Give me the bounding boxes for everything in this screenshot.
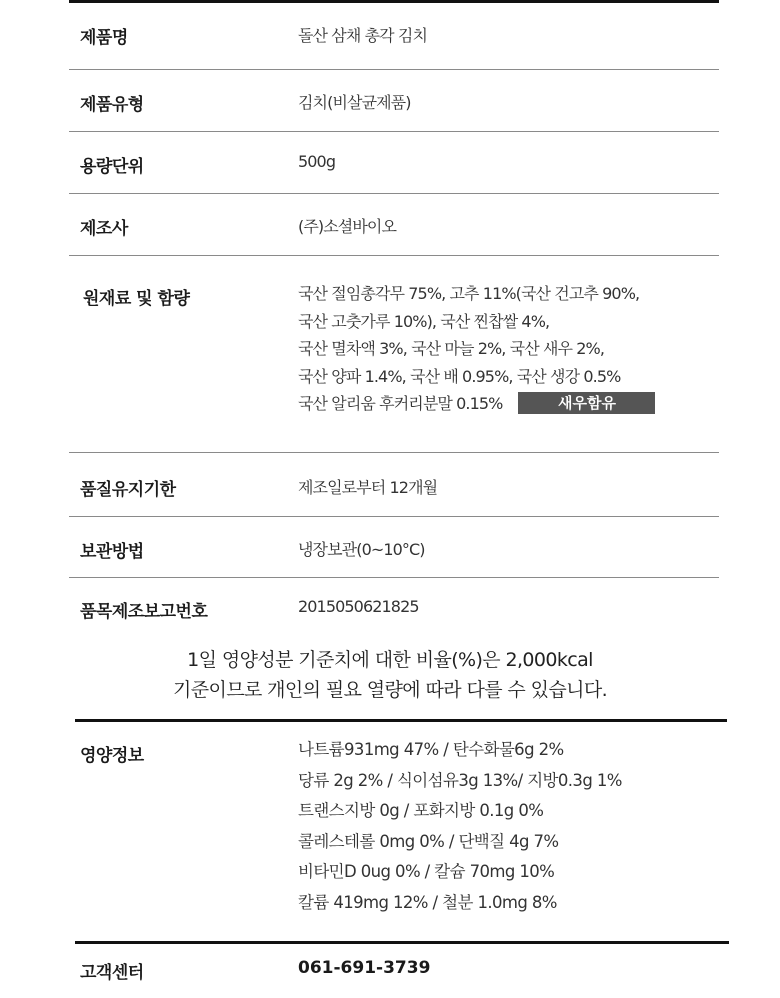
top-divider bbox=[69, 0, 719, 3]
report-number-label: 품목제조보고번호 bbox=[80, 602, 208, 622]
row-divider bbox=[69, 193, 719, 194]
manufacturer-label: 제조사 bbox=[80, 219, 128, 239]
storage-value: 냉장보관(0~10°C) bbox=[298, 540, 425, 559]
row-divider bbox=[69, 131, 719, 132]
notice-line: 기준이므로 개인의 필요 열량에 따라 다를 수 있습니다. bbox=[172, 679, 608, 701]
shelf-life-value: 제조일로부터 12개월 bbox=[298, 478, 438, 497]
nutrition-top-divider bbox=[75, 719, 727, 722]
nutrition-label: 영양정보 bbox=[80, 746, 144, 766]
row-divider bbox=[69, 516, 719, 517]
ingredients-line: 국산 절임총각무 75%, 고추 11%(국산 건고추 90%, bbox=[298, 284, 640, 303]
ingredients-line: 국산 고춧가루 10%), 국산 찐찹쌀 4%, bbox=[298, 311, 550, 331]
nutrition-list bbox=[298, 735, 622, 919]
capacity-label: 용량단위 bbox=[80, 157, 144, 177]
customer-center-phone: 061-691-3739 bbox=[298, 958, 431, 978]
product-name-value: 돌산 삼채 총각 김치 bbox=[298, 26, 428, 45]
product-type-label: 제품유형 bbox=[80, 95, 144, 115]
ingredients-line: 국산 알리움 후커리분말 0.15% bbox=[298, 394, 503, 413]
report-number-value: 2015050621825 bbox=[298, 597, 419, 616]
nutrition-line: 당류 2g 2% / 식이섬유3g 13%/ 지방0.3g 1% bbox=[298, 770, 622, 790]
row-divider bbox=[69, 255, 719, 256]
row-divider bbox=[69, 452, 719, 453]
product-type-value: 김치(비살균제품) bbox=[298, 93, 411, 112]
ingredients-list bbox=[298, 280, 655, 418]
nutrition-line: 콜레스테롤 0mg 0% / 단백질 4g 7% bbox=[298, 831, 559, 851]
row-divider bbox=[69, 577, 719, 578]
capacity-value: 500g bbox=[298, 152, 336, 171]
nutrition-line: 트랜스지방 0g / 포화지방 0.1g 0% bbox=[298, 801, 544, 821]
nutrition-line: 칼륨 419mg 12% / 철분 1.0mg 8% bbox=[298, 892, 557, 912]
contact-top-divider bbox=[75, 941, 729, 944]
ingredients-line-last bbox=[298, 390, 655, 418]
ingredients-line: 국산 양파 1.4%, 국산 배 0.95%, 국산 생강 0.5% bbox=[298, 366, 621, 386]
product-name-label: 제품명 bbox=[80, 28, 128, 48]
manufacturer-value: (주)소셜바이오 bbox=[298, 217, 397, 236]
nutrition-line: 나트륨931mg 47% / 탄수화물6g 2% bbox=[298, 740, 564, 759]
allergen-badge: 새우함유 bbox=[518, 392, 655, 414]
customer-center-label: 고객센터 bbox=[80, 963, 144, 983]
notice-line: 1일 영양성분 기준치에 대한 비율(%)은 2,000kcal bbox=[187, 649, 593, 671]
nutrition-line: 비타민D 0ug 0% / 칼슘 70mg 10% bbox=[298, 862, 555, 882]
ingredients-label: 원재료 및 함량 bbox=[83, 289, 190, 309]
row-divider bbox=[69, 69, 719, 70]
shelf-life-label: 품질유지기한 bbox=[80, 480, 176, 500]
ingredients-line: 국산 멸차액 3%, 국산 마늘 2%, 국산 새우 2%, bbox=[298, 339, 605, 358]
storage-label: 보관방법 bbox=[80, 542, 144, 562]
nutrition-notice bbox=[0, 645, 780, 705]
